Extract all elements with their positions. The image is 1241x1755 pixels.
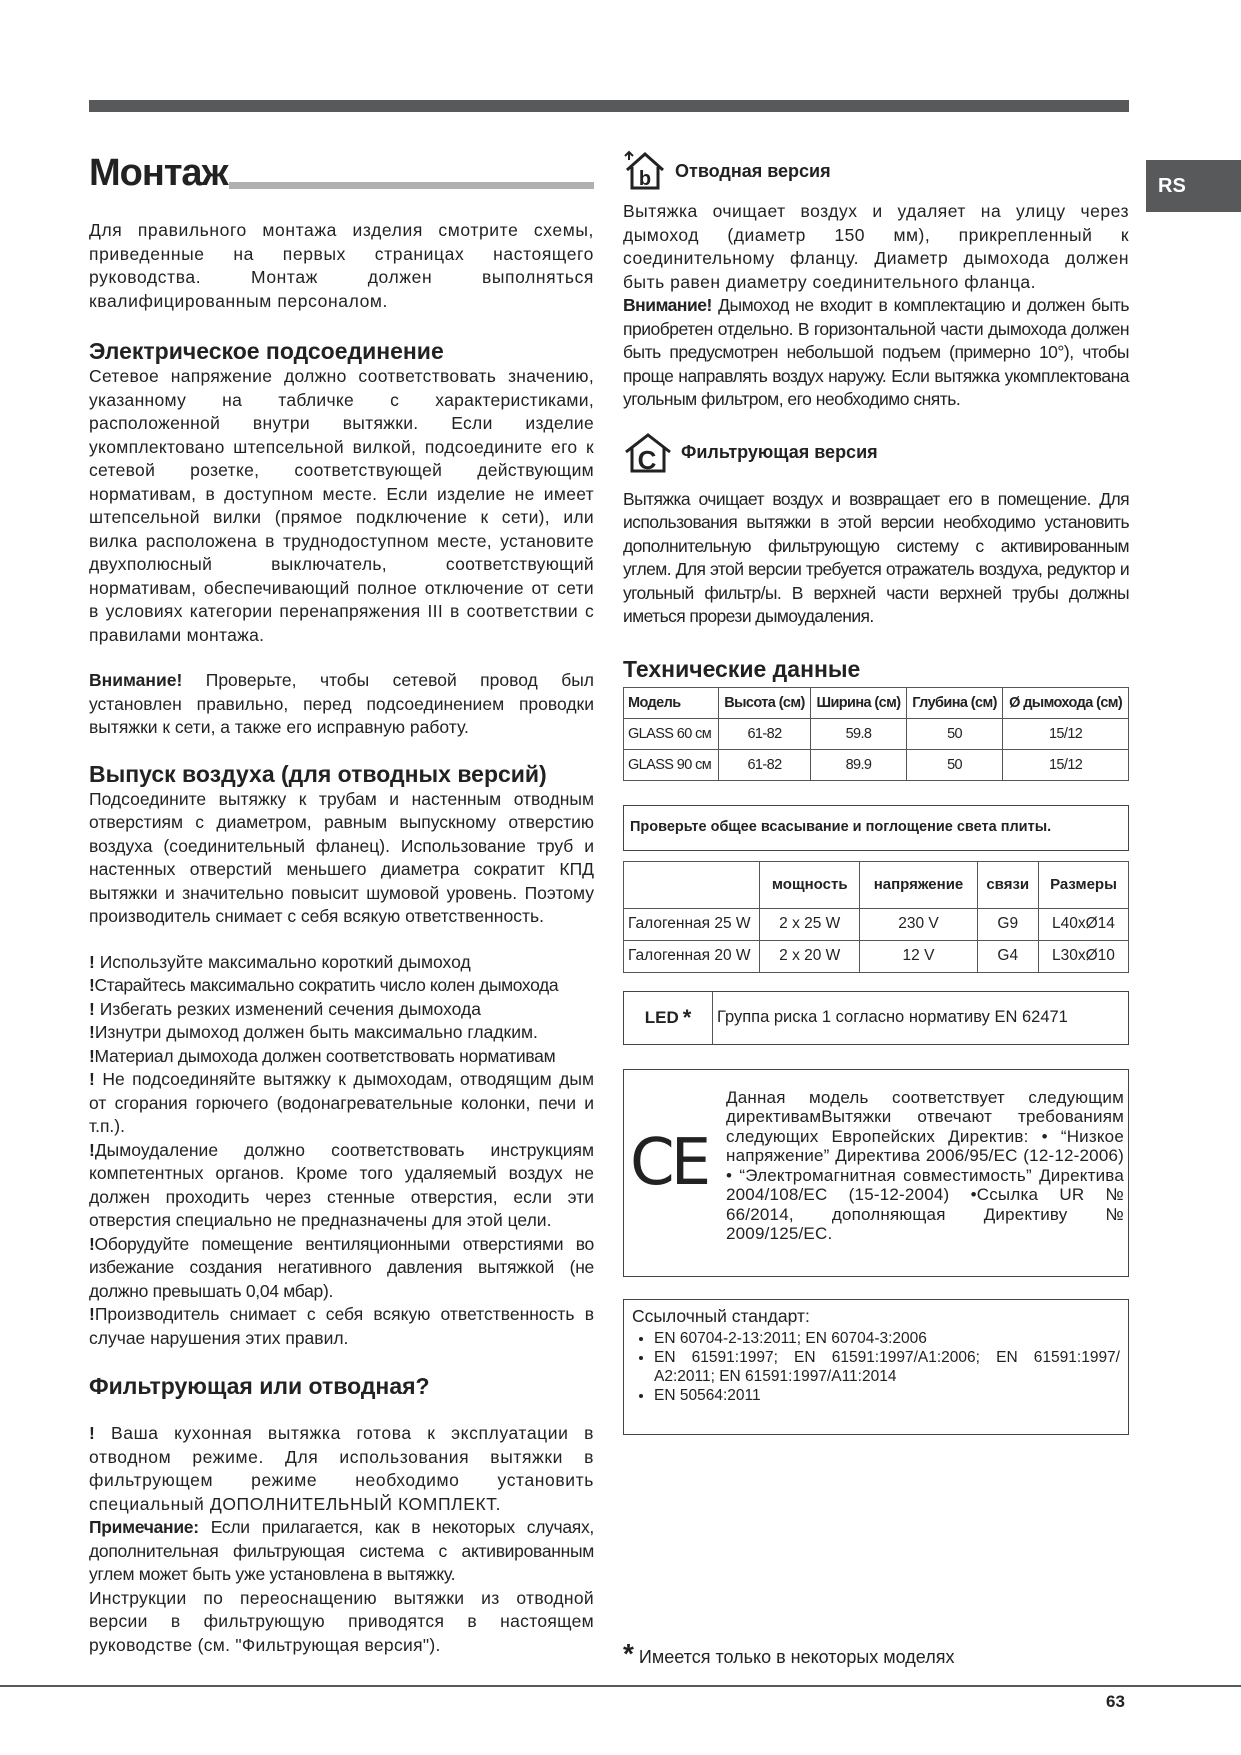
footnote-text: Имеется только в некоторых моделях: [638, 1647, 955, 1667]
svg-text:C: C: [637, 444, 657, 474]
warning-label: Внимание!: [89, 670, 183, 690]
list-item: • EN 60704-2-13:2011; EN 60704-3:2006: [654, 1329, 1120, 1348]
led-text: Группа риска 1 согласно нормативу EN 62471: [717, 1008, 1068, 1026]
led-label-cell: LED *: [624, 992, 713, 1044]
list-item: ! Избегать резких изменений сечения дымохода: [89, 998, 481, 1019]
list-item: ! Не подсоединяйте вытяжку к дымоходам, отводящим дым от сгорания горючего (водонагревательные колонки, печи и т.п.).: [89, 1069, 594, 1136]
led-asterisk: *: [682, 1004, 692, 1030]
list-item: !Дымоудаление должно соответствовать инструкциям компетентных органов. Кроме того удаляемый воздух не должен проходить через стенные отверстия, если эти отверстия специально не предназначены для этой цели.: [89, 1139, 594, 1230]
check-box: Проверьте общее всасывание и поглощение света плиты.: [623, 805, 1129, 851]
intro-text: Для правильного монтажа изделия смотрите схемы, приведенные на первых страницах настоящего руководства. Монтаж должен выполняться квалифицированным персоналом.: [89, 220, 594, 311]
header-bar: [89, 100, 1129, 112]
filter-version-label: Фильтрующая версия: [681, 442, 878, 462]
standards-list: [632, 1329, 1120, 1405]
air-outlet-heading: Выпуск воздуха (для отводных версий): [89, 760, 547, 787]
standards-heading: Ссылочный стандарт:: [632, 1305, 810, 1326]
exhaust-warning-label: Внимание!: [623, 295, 712, 315]
page-number: 63: [1106, 1692, 1125, 1711]
list-item: !Оборудуйте помещение вентиляционными отверстиями во избежание создания негативного давления вытяжкой (не должно превышать 0,04 мбар).: [89, 1233, 594, 1301]
svg-text:b: b: [638, 168, 652, 190]
note-text: Если прилагается, как в некоторых случаях, дополнительная фильтрующая система с активированным углем может быть уже установлена в вытяжку.: [89, 1517, 594, 1584]
filter-text: ! Ваша кухонная вытяжка готова к эксплуатации в отводном режиме. Для использования вытяжки в фильтрующем режиме необходимо установить специальный ДОПОЛНИТЕЛЬНЫЙ КОМПЛЕКТ.: [89, 1423, 594, 1514]
bullet-list: [89, 951, 594, 1351]
left-column: [89, 150, 594, 1657]
note-paragraph: [89, 1516, 594, 1587]
air-outlet-text: Подсоедините вытяжку к трубам и настенным отводным отверстиям с диаметром, равным выпускному отверстию воздуха (соединительный фланец). Использование труб и настенных отверстий меньшего диаметра сократит КПД вытяжки и значительно повысит шумовой уровень. Поэтому производитель снимает с себя всякую ответственность.: [89, 788, 594, 926]
list-item: • EN 61591:1997; EN 61591:1997/A1:2006; EN 61591:1997/ A2:2011; EN 61591:1997/A11:2014: [654, 1348, 1120, 1386]
led-box: [623, 991, 1129, 1045]
house-c-icon: [623, 432, 673, 474]
exhaust-warning-text: Дымоход не входит в комплектацию и должен быть приобретен отдельно. В горизонтальной части дымохода должен быть предусмотрен небольшой подъем (примерно 10°), чтобы проще направлять воздух наружу. Если вытяжка укомплектована угольным фильтром, его необходимо снять.: [623, 295, 1129, 409]
conversion-text: Инструкции по переоснащению вытяжки из отводной версии в фильтрующую приводятся в настоящем руководстве (см. "Фильтрующая версия").: [89, 1587, 594, 1655]
table-header-row: мощность напряжение связи Размеры: [624, 861, 1129, 908]
footnote: [623, 1638, 954, 1670]
table-row: GLASS 60 см 61-82 59.8 50 15/12: [624, 718, 1129, 749]
list-item: ! Используйте максимально короткий дымоход: [89, 951, 471, 972]
note-label: Примечание:: [89, 1517, 199, 1537]
warning-text: Проверьте, чтобы сетевой провод был установлен правильно, перед подсоединением проводки вытяжки к сети, а также его исправную работу.: [89, 670, 594, 737]
table-row: GLASS 90 см 61-82 89.9 50 15/12: [624, 749, 1129, 780]
list-item: • EN 50564:2011: [654, 1386, 1120, 1405]
footer-line: [0, 1685, 1241, 1687]
exhaust-version-label: Отводная версия: [675, 160, 831, 181]
page-title: Монтаж: [89, 152, 228, 194]
tech-data-table: [623, 687, 1129, 781]
right-column: [623, 150, 1129, 1669]
filter-version-header: [623, 432, 1129, 474]
exhaust-warning-paragraph: [623, 294, 1129, 412]
list-item: !Старайтесь максимально сократить число колен дымохода: [89, 975, 559, 995]
table-header-row: Модель Высота (см) Ширина (см) Глубина (см) Ø дымохода (см): [624, 687, 1129, 718]
ce-box: [623, 1069, 1129, 1277]
list-item: !Изнутри дымоход должен быть максимально гладким.: [89, 1022, 538, 1042]
language-tab: RS: [1146, 160, 1241, 212]
list-item: !Материал дымохода должен соответствовать нормативам: [89, 1045, 556, 1066]
ce-mark: CE: [630, 1125, 708, 1200]
house-b-icon: [623, 150, 667, 192]
electrical-text: Сетевое напряжение должно соответствовать значению, указанному на табличке с характеристиками, расположенной внутри вытяжки. Если изделие укомплектовано штепсельной вилкой, подсоедините его к сетевой розетке, соответствующей действующим нормативам, в доступном месте. Если изделие не имеет штепсельной вилки (прямое подключение к сети), или вилка расположена в труднодоступном месте, установите двухполюсный выключатель, соответствующий нормативам, обеспечивающий полное отключение от сети в условиях категории перенапряжения III в соответствии с правилами монтажа.: [89, 366, 594, 645]
footnote-asterisk: *: [623, 1638, 634, 1669]
ce-text: Данная модель соответствует следующим директивамВытяжки отвечают требованиям следующих Европейских Директив: • “Низкое напряжение” Директива 2006/95/EC (12-12-2006) • “Электромагнитная совместимость” Директива 2004/108/EC (15-12-2004) •Ссылка UR № 66/2014, дополняющая Директиву № 2009/125/EC.: [726, 1087, 1124, 1243]
standards-box: [623, 1299, 1129, 1435]
title-underline: [229, 182, 594, 189]
list-item: !Производитель снимает с себя всякую ответственность в случае нарушения этих правил.: [89, 1304, 594, 1348]
exhaust-version-header: [623, 150, 1129, 192]
tech-data-heading: Технические данные: [623, 655, 861, 682]
lamp-table: [623, 861, 1129, 973]
electrical-heading: Электрическое подсоединение: [89, 338, 444, 364]
filter-version-text: Вытяжка очищает воздух и возвращает его в помещение. Для использования вытяжки в этой версии необходимо установить дополнительную фильтрующую систему с активированным углем. Для этой версии требуется отражатель воздуха, редуктор и угольный фильтр/ы. В верхней части верхней трубы должны иметься прорези дымоудаления.: [623, 488, 1129, 626]
warning-paragraph: [89, 669, 594, 740]
filter-or-exhaust-heading: Фильтрующая или отводная?: [89, 1373, 430, 1399]
exhaust-text: Вытяжка очищает воздух и удаляет на улицу через дымоход (диаметр 150 мм), прикрепленный к соединительному фланцу. Диаметр дымохода должен быть равен диаметру соединительного фланца.: [623, 201, 1129, 292]
table-row: Галогенная 25 W 2 x 25 W 230 V G9 L40xØ14: [624, 908, 1129, 940]
table-row: Галогенная 20 W 2 x 20 W 12 V G4 L30xØ10: [624, 940, 1129, 972]
